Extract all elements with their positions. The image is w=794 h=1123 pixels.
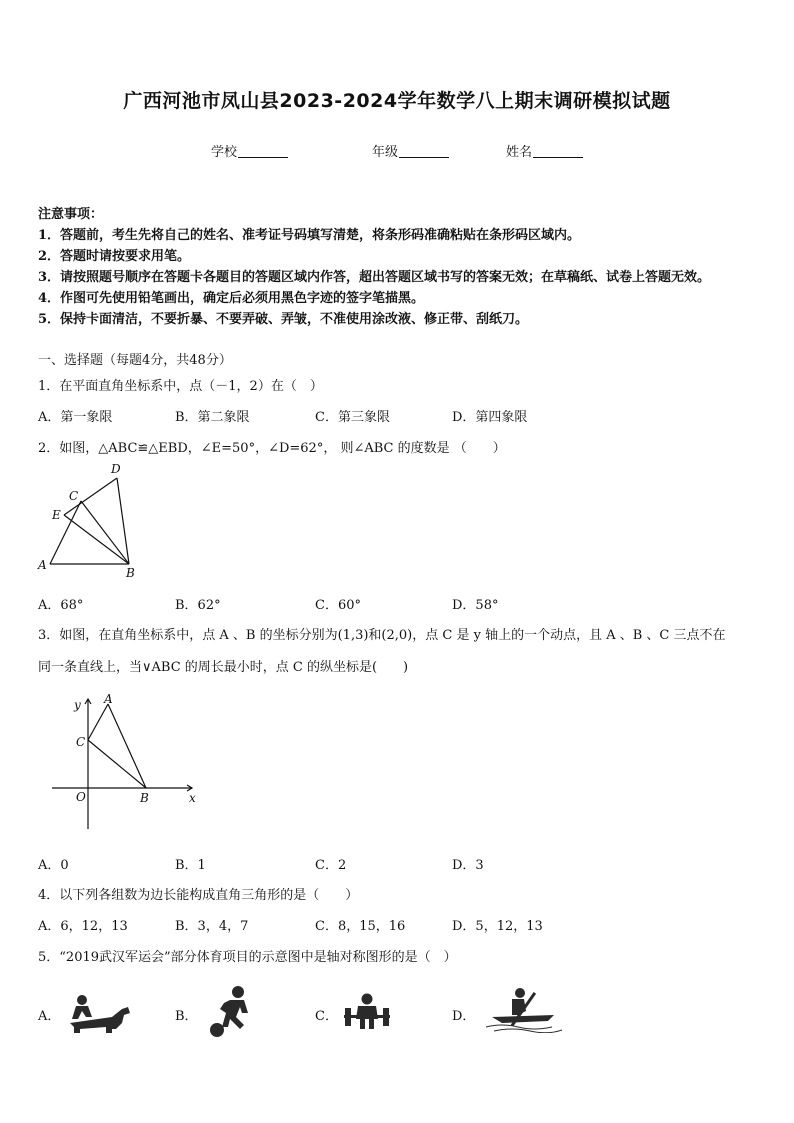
equestrian-icon bbox=[66, 993, 138, 1037]
notice-item: 2．答题时请按要求用笔。 bbox=[38, 249, 191, 264]
weightlifting-icon bbox=[342, 991, 392, 1033]
question-1-stem: 1．在平面直角坐标系中，点（－1，2）在（ ） bbox=[38, 379, 323, 394]
option-b[interactable]: B．1 bbox=[175, 858, 206, 873]
option-d[interactable]: D．5，12，13 bbox=[452, 919, 543, 934]
option-c[interactable]: C．第三象限 bbox=[315, 410, 390, 425]
option-b[interactable]: B． bbox=[175, 1009, 198, 1024]
option-a[interactable]: A． bbox=[38, 1009, 61, 1024]
option-c[interactable]: C．8，15，16 bbox=[315, 919, 406, 934]
option-c[interactable]: C．60° bbox=[315, 598, 361, 613]
label-d: D bbox=[111, 462, 121, 476]
label-o: O bbox=[76, 790, 86, 804]
option-d[interactable]: D．58° bbox=[452, 598, 499, 613]
segment-eb bbox=[64, 515, 129, 564]
grade-label: 年级 bbox=[372, 145, 399, 160]
question-2-stem: 2．如图，△ABC≌△EBD，∠E=50°，∠D=62°， 则∠ABC 的度数是 （ ） bbox=[38, 441, 506, 456]
option-b[interactable]: B．3，4，7 bbox=[175, 919, 249, 934]
rowing-icon bbox=[482, 985, 566, 1033]
question-3-stem-line-1: 3．如图，在直角坐标系中，点 A 、B 的坐标分别为(1,3)和(2,0)，点 C 是 y 轴上的一个动点，且 A 、B 、C 三点不在 bbox=[38, 628, 726, 643]
name-label: 姓名 bbox=[506, 145, 533, 160]
label-c: C bbox=[76, 735, 86, 749]
question-5-stem: 5．“2019武汉军运会”部分体育项目的示意图中是轴对称图形的是（ ） bbox=[38, 950, 457, 965]
label-a: A bbox=[104, 693, 113, 706]
grade-field[interactable] bbox=[372, 141, 449, 160]
soccer-icon bbox=[204, 985, 260, 1041]
segment-ca bbox=[88, 704, 108, 740]
option-c[interactable]: C．2 bbox=[315, 858, 347, 873]
question-3-figure bbox=[46, 693, 202, 835]
notice-item: 5．保持卡面清洁，不要折暴、不要弄破、弄皱，不准使用涂改液、修正带、刮纸刀。 bbox=[38, 312, 529, 327]
label-y: y bbox=[74, 698, 81, 712]
school-field[interactable] bbox=[211, 141, 288, 160]
segment-cb bbox=[88, 740, 146, 788]
label-a: A bbox=[38, 558, 47, 572]
label-e: E bbox=[52, 508, 61, 522]
option-d[interactable]: D． bbox=[452, 1009, 476, 1024]
label-x: x bbox=[189, 791, 196, 805]
segment-ab bbox=[108, 704, 146, 788]
question-2-figure bbox=[34, 458, 144, 582]
option-b[interactable]: B．第二象限 bbox=[175, 410, 250, 425]
section-heading: 一、选择题（每题4分，共48分） bbox=[38, 353, 232, 368]
option-d[interactable]: D．第四象限 bbox=[452, 410, 528, 425]
option-a[interactable]: A．0 bbox=[38, 858, 69, 873]
option-b[interactable]: B．62° bbox=[175, 598, 221, 613]
name-field[interactable] bbox=[506, 141, 583, 160]
notice-item: 4．作图可先使用铅笔画出，确定后必须用黑色字迹的签字笔描黑。 bbox=[38, 291, 425, 306]
notice-item: 3．请按照题号顺序在答题卡各题目的答题区域内作答，超出答题区域书写的答案无效；在草稿纸、试卷上答题无效。 bbox=[38, 270, 711, 285]
notice-heading: 注意事项： bbox=[38, 207, 104, 222]
option-a[interactable]: A．6，12，13 bbox=[38, 919, 128, 934]
question-3-stem-line-2: 同一条直线上，当∨ABC 的周长最小时，点 C 的纵坐标是( ) bbox=[38, 660, 409, 675]
label-b: B bbox=[140, 791, 149, 805]
question-4-stem: 4．以下列各组数为边长能构成直角三角形的是（ ） bbox=[38, 888, 359, 903]
option-d[interactable]: D．3 bbox=[452, 858, 484, 873]
school-label: 学校 bbox=[211, 145, 238, 160]
option-a[interactable]: A．第一象限 bbox=[38, 410, 113, 425]
option-c[interactable]: C． bbox=[315, 1009, 338, 1024]
option-a[interactable]: A．68° bbox=[38, 598, 84, 613]
notice-item: 1．答题前，考生先将自己的姓名、准考证号码填写清楚，将条形码准确粘贴在条形码区域内。 bbox=[38, 228, 581, 243]
label-b: B bbox=[126, 566, 135, 580]
page-title: 广西河池市凤山县2023-2024学年数学八上期末调研模拟试题 bbox=[123, 90, 671, 112]
label-c: C bbox=[69, 489, 79, 503]
